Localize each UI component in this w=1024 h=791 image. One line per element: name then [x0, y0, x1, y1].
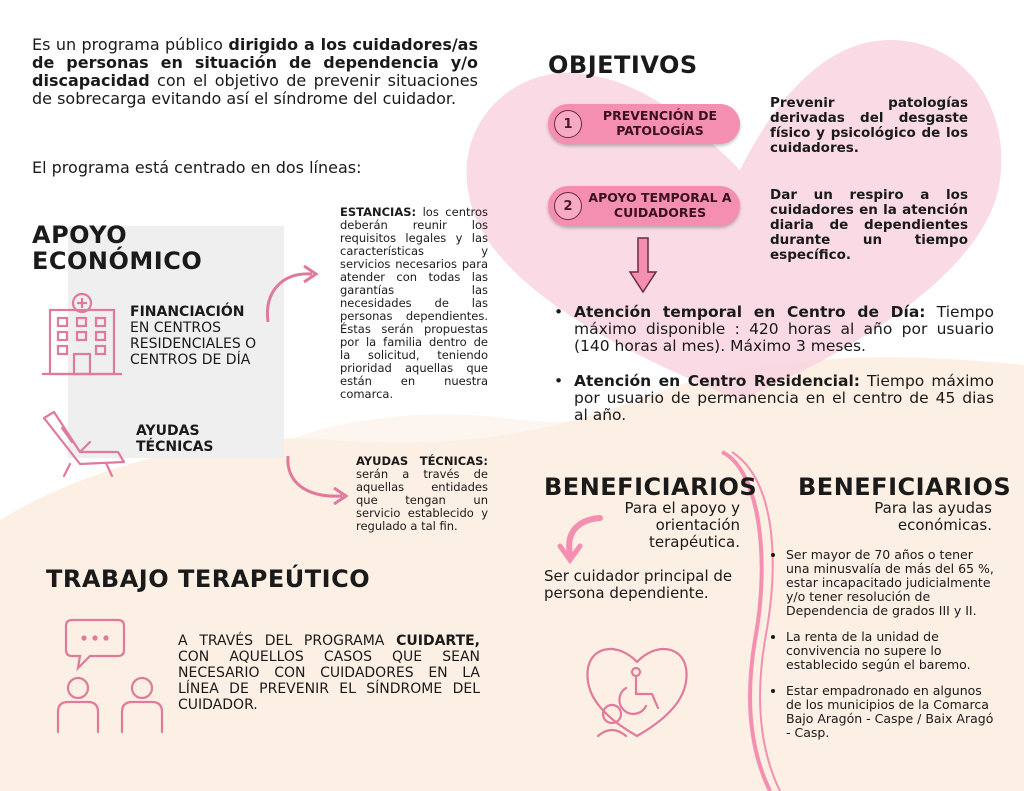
conversation-icon: [50, 612, 170, 736]
arrow-icon: [262, 262, 322, 326]
building-icon: [40, 292, 124, 378]
down-arrow-icon: [628, 236, 658, 294]
trabajo-pre: A TRAVÉS DEL PROGRAMA: [178, 633, 385, 649]
benef2-item-3: • Estar empadronado en algunos de los municipios de la Comarca Bajo Aragón - Caspe / Baix Aragó - Casp.: [786, 684, 996, 740]
heart-wheelchair-icon: [582, 636, 692, 744]
bullet-centro-dia-text: Tiempo máximo disponible : 420 horas al año por usuario (140 horas al mes). Máximo 3 meses.: [574, 303, 994, 355]
bullet-centro-residencial-text: Tiempo máximo por usuario de permanencia en el centro de 45 dias al año.: [574, 372, 994, 424]
bullet-centro-residencial: • Atención en Centro Residencial: Tiempo máximo por usuario de permanencia en el centro de 45 dias al año.: [554, 372, 994, 424]
recliner-icon: [40, 408, 128, 478]
objetivo-2-label: APOYO TEMPORAL A CUIDADORES: [588, 190, 732, 220]
apoyo-title: [32, 222, 202, 274]
objetivos-bullets: [552, 304, 994, 424]
trabajo-text: [178, 633, 480, 713]
curved-arrow-icon: [556, 514, 604, 564]
estancias-bold: ESTANCIAS:: [340, 205, 417, 219]
benef1-text: Ser cuidador principal de persona dependiente.: [544, 567, 733, 602]
objetivo-1-desc: Prevenir patologías derivadas del desgaste físico y psicológico de los cuidadores.: [770, 95, 968, 156]
estancias-body: los centros deberán reunir los requisitos legales y las características y servicios necesarios para atender con todas las garantías las necesidades de las personas dependientes. Éstas serán propuestas por la familia dentro de la solicitud, teniendo prioridad aquellas que están en nuestra comarca.: [340, 205, 489, 401]
objetivo-1-pill: [548, 104, 740, 144]
financiacion-bold: FINANCIACIÓN: [130, 304, 245, 320]
benef1-title: BENEFICIARIOS: [544, 473, 758, 501]
financiacion-text: [130, 304, 280, 368]
bullet-centro-residencial-bold: Atención en Centro Residencial:: [574, 372, 860, 390]
intro-start: Es un programa público: [32, 35, 223, 54]
objetivo-1-label: PREVENCIÓN DE PATOLOGÍAS: [602, 108, 718, 138]
intro-rest: con el objetivo de prevenir situaciones de sobrecarga evitando así el síndrome del cuidador.: [32, 71, 478, 108]
benef2-list: [770, 548, 996, 752]
benef2-title: BENEFICIARIOS: [798, 473, 1012, 501]
bullet-centro-dia-bold: Atención temporal en Centro de Día:: [574, 303, 926, 321]
financiacion-rest: EN CENTROS RESIDENCIALES O CENTROS DE DÍA: [130, 320, 257, 368]
trabajo-bold: CUIDARTE,: [396, 633, 480, 649]
trabajo-title: TRABAJO TERAPEÚTICO: [46, 565, 371, 593]
intro-bold: dirigido a los cuidadores/as de personas en situación de dependencia y/o discapacidad: [32, 35, 479, 90]
ayudas-tecnicas-bold: AYUDAS TÉCNICAS:: [356, 454, 488, 468]
benef1-sub: Para el apoyo y orientación terapéutica.: [624, 499, 740, 551]
apoyo-title-2: ECONÓMICO: [32, 247, 203, 275]
apoyo-title-1: APOYO: [32, 221, 128, 249]
bullet-centro-dia: • Atención temporal en Centro de Día: Tiempo máximo disponible : 420 horas al año por usuario (140 horas al mes). Máximo 3 meses.: [554, 303, 994, 355]
objetivo-2-desc: Dar un respiro a los cuidadores en la atención diaria de dependientes durante un tiempo específico.: [770, 187, 968, 263]
benef2-item-2: • La renta de la unidad de convivencia no supere lo establecido según el baremo.: [786, 630, 996, 672]
benef2-item-1: • Ser mayor de 70 años o tener una minusvalía de más del 65 %, estar incapacitado judicialmente y/o tener resolución de Dependencia de grados III y II.: [786, 548, 996, 618]
ayudas-tecnicas-body: serán a través de aquellas entidades que tengan un servicio establecido y regulado a tal fin.: [356, 467, 488, 533]
objetivos-title: OBJETIVOS: [548, 51, 698, 79]
intro-paragraph: [32, 36, 478, 108]
benef2-sub: Para las ayudas económicas.: [874, 499, 992, 534]
objetivo-2-pill: [548, 186, 740, 226]
estancias-text: [340, 206, 488, 401]
objetivo-2-number: 2: [554, 192, 582, 220]
lines-title: El programa está centrado en dos líneas:: [32, 158, 362, 177]
trabajo-rest: CON AQUELLOS CASOS QUE SEAN NECESARIO CON CUIDADORES EN LA LÍNEA DE PREVENIR EL SÍNDROME DEL CUIDADOR.: [178, 649, 480, 713]
objetivo-1-number: 1: [554, 110, 582, 138]
ayudas-tecnicas-label: AYUDAS TÉCNICAS: [136, 423, 214, 455]
arrow-icon-2: [282, 452, 352, 508]
ayudas-tecnicas-text: [356, 455, 488, 533]
